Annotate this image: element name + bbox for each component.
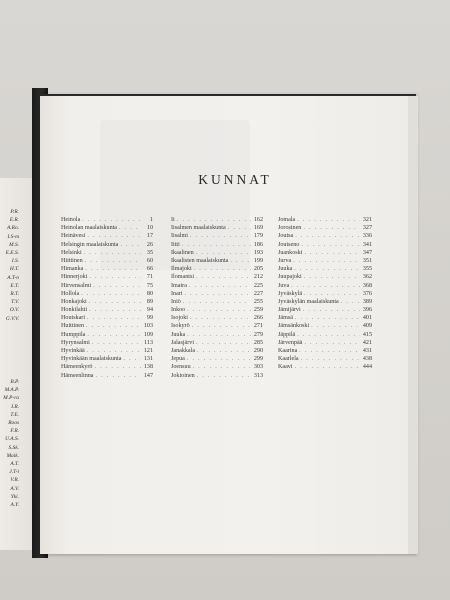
page-number: 279 xyxy=(253,331,263,338)
municipality-name: Jepua xyxy=(171,356,185,363)
leader-dots xyxy=(304,339,360,347)
index-entry xyxy=(61,290,153,298)
leader-dots xyxy=(85,257,141,265)
municipality-name: Isokyrö xyxy=(171,323,190,330)
margin-note: Roos xyxy=(8,420,19,427)
index-entry xyxy=(171,241,263,249)
top-rule xyxy=(40,94,416,96)
page-number: 376 xyxy=(362,290,372,297)
municipality-name: Hämeenkyrö xyxy=(61,364,93,371)
margin-note: G.V.V. xyxy=(5,315,19,322)
page-number: 75 xyxy=(146,282,153,289)
leader-dots xyxy=(192,322,251,330)
municipality-name: Ilomantsi xyxy=(171,274,195,281)
page-number: 66 xyxy=(146,266,153,273)
leader-dots xyxy=(89,306,141,314)
leader-dots xyxy=(94,363,141,371)
margin-note: O.V. xyxy=(9,307,19,314)
page-number: 266 xyxy=(253,315,263,322)
margin-note: T.V. xyxy=(11,299,19,306)
margin-note: J.T-i xyxy=(9,469,19,476)
leader-dots xyxy=(87,347,141,355)
municipality-name: Hyvinkään maalaiskunta xyxy=(61,356,122,363)
margin-note: E.T. xyxy=(10,282,19,289)
index-entry xyxy=(171,298,263,306)
index-entry xyxy=(278,249,372,257)
index-entry xyxy=(171,339,263,347)
leader-dots xyxy=(304,273,360,281)
page-number: 80 xyxy=(146,290,153,297)
municipality-name: Iisalmi xyxy=(171,233,188,240)
page-number: 259 xyxy=(253,307,263,314)
page-number: 225 xyxy=(253,282,263,289)
page-number: 205 xyxy=(253,266,263,273)
margin-note: R.T. xyxy=(10,291,19,298)
page-number: 415 xyxy=(362,331,372,338)
leader-dots xyxy=(196,273,251,281)
index-entry xyxy=(61,241,153,249)
municipality-name: Joensuu xyxy=(171,364,191,371)
page-number: 131 xyxy=(143,356,153,363)
municipality-name: Hinnerjoki xyxy=(61,274,88,281)
index-column-1 xyxy=(61,216,153,380)
index-entry xyxy=(171,347,263,355)
index-entry xyxy=(171,372,263,380)
margin-note: M.S. xyxy=(9,241,19,248)
index-entry xyxy=(61,355,153,363)
page-number: 71 xyxy=(146,274,153,281)
leader-dots xyxy=(230,257,251,265)
municipality-name: Kaarina xyxy=(278,348,298,354)
page-number: 401 xyxy=(362,315,372,322)
municipality-name: Ilmajoki xyxy=(171,266,192,273)
leader-dots xyxy=(295,314,360,322)
index-entry xyxy=(278,347,372,355)
margin-note: A.Ro. xyxy=(7,225,19,232)
page-number: 327 xyxy=(362,225,372,232)
page-number: 368 xyxy=(362,282,372,289)
index-entry xyxy=(278,273,372,281)
municipality-name: Helsinki xyxy=(61,249,82,256)
margin-note: T.E. xyxy=(10,411,19,418)
municipality-name: Juupajoki xyxy=(278,274,302,281)
municipality-name: Jorosinen xyxy=(278,225,302,232)
page-number: 321 xyxy=(362,217,372,223)
municipality-name: Kaavi xyxy=(278,364,293,371)
margin-note: V.R. xyxy=(10,477,19,484)
municipality-name: Heinola xyxy=(61,217,81,223)
municipality-name: Hyvinkää xyxy=(61,348,85,354)
leader-dots xyxy=(194,265,251,273)
margin-note: I.S-m xyxy=(7,233,19,240)
index-entry xyxy=(61,224,153,232)
index-entry xyxy=(61,216,153,224)
municipality-name: Humppila xyxy=(61,331,86,338)
leader-dots xyxy=(190,314,251,322)
municipality-name: Jämsä xyxy=(278,315,293,322)
page-number: 199 xyxy=(253,257,263,264)
margin-note: A.Y. xyxy=(10,502,19,509)
municipality-name: Hirvensalmi xyxy=(61,282,92,289)
leader-dots xyxy=(297,216,360,224)
index-entry xyxy=(61,347,153,355)
index-entry xyxy=(171,273,263,281)
leader-dots xyxy=(301,241,360,249)
margin-note: M.A.P. xyxy=(4,387,19,394)
municipality-name: Jomala xyxy=(278,217,296,223)
leader-dots xyxy=(299,347,360,355)
index-column-3 xyxy=(278,216,372,372)
margin-note: Maik. xyxy=(6,452,19,459)
index-entry xyxy=(278,241,372,249)
municipality-name: Iitti xyxy=(171,241,180,248)
leader-dots xyxy=(87,314,141,322)
leader-dots xyxy=(87,331,141,339)
index-entry xyxy=(61,257,153,265)
leader-dots xyxy=(197,372,251,380)
leader-dots xyxy=(304,290,360,298)
margin-note: B.P. xyxy=(10,379,19,385)
page-number: 227 xyxy=(253,290,263,297)
index-entry xyxy=(171,257,263,265)
page-number: 421 xyxy=(362,339,372,346)
municipality-name: Jäppilä xyxy=(278,331,296,338)
leader-dots xyxy=(185,290,251,298)
municipality-name: Iniö xyxy=(171,298,181,305)
municipality-name: Juankoski xyxy=(278,249,303,256)
page-number: 431 xyxy=(362,348,372,354)
index-entry xyxy=(171,363,263,371)
leader-dots xyxy=(93,282,141,290)
index-entry xyxy=(171,216,263,224)
page-number: 290 xyxy=(253,348,263,354)
margin-note: I.R. xyxy=(11,403,19,410)
index-entry xyxy=(61,331,153,339)
index-entry xyxy=(171,282,263,290)
index-entry xyxy=(61,232,153,240)
margin-note: S.Sk. xyxy=(8,444,19,451)
page-number: 299 xyxy=(253,356,263,363)
index-entry xyxy=(278,232,372,240)
municipality-name: Imatra xyxy=(171,282,187,289)
index-entry xyxy=(61,363,153,371)
index-entry xyxy=(278,282,372,290)
page-number: 336 xyxy=(362,233,372,240)
municipality-name: Ikaalisten maalaiskunta xyxy=(171,257,229,264)
leader-dots xyxy=(82,216,141,224)
municipality-name: Jurva xyxy=(278,257,292,264)
page-number: 303 xyxy=(253,364,263,371)
page-number: 94 xyxy=(146,307,153,314)
page-number: 347 xyxy=(362,249,372,256)
index-entry xyxy=(278,339,372,347)
index-entry xyxy=(61,249,153,257)
page-number: 396 xyxy=(362,307,372,314)
margin-note: A.T. xyxy=(10,461,19,468)
leader-dots xyxy=(341,298,360,306)
index-column-2 xyxy=(171,216,263,380)
page-number: 271 xyxy=(253,323,263,330)
index-entry xyxy=(61,306,153,314)
margin-note: P.R. xyxy=(10,209,19,215)
municipality-name: Honkilahti xyxy=(61,307,88,314)
index-entry xyxy=(61,314,153,322)
leader-dots xyxy=(81,290,141,298)
municipality-name: Joutseno xyxy=(278,241,300,248)
page-number: 444 xyxy=(362,364,372,371)
municipality-name: Hiittinen xyxy=(61,257,83,264)
index-entry xyxy=(278,265,372,273)
leader-dots xyxy=(303,224,360,232)
leader-dots xyxy=(183,298,251,306)
page-number: 169 xyxy=(253,225,263,232)
page-number: 193 xyxy=(253,249,263,256)
index-entry xyxy=(278,331,372,339)
index-entry xyxy=(171,290,263,298)
index-entry xyxy=(171,249,263,257)
leader-dots xyxy=(301,355,360,363)
municipality-name: Janakkala xyxy=(171,348,196,354)
index-entry xyxy=(171,306,263,314)
leader-dots xyxy=(197,347,251,355)
leader-dots xyxy=(190,232,251,240)
page-number: 121 xyxy=(143,348,153,354)
leader-dots xyxy=(96,372,142,380)
municipality-name: Helsingin maalaiskunta xyxy=(61,241,119,248)
municipality-name: Jämsänkoski xyxy=(278,323,310,330)
leader-dots xyxy=(182,241,251,249)
page-number: 438 xyxy=(362,356,372,363)
page-number: 35 xyxy=(146,249,153,256)
index-entry xyxy=(278,314,372,322)
page-number: 60 xyxy=(146,257,153,264)
page-number: 162 xyxy=(253,217,263,223)
municipality-name: Inkoo xyxy=(171,307,186,314)
leader-dots xyxy=(86,322,141,330)
index-entry xyxy=(171,331,263,339)
index-entry xyxy=(278,322,372,330)
margin-note: H.T. xyxy=(9,266,19,273)
leader-dots xyxy=(295,363,360,371)
leader-dots xyxy=(196,339,251,347)
page-number: 355 xyxy=(362,266,372,273)
margin-notes-bottom xyxy=(1,378,19,509)
leader-dots xyxy=(189,282,251,290)
margin-note: M.P-ra xyxy=(3,395,19,402)
municipality-name: Jyväskylä xyxy=(278,290,303,297)
leader-dots xyxy=(92,339,141,347)
municipality-name: Inari xyxy=(171,290,183,297)
margin-note: E.R. xyxy=(9,217,19,224)
index-entry xyxy=(278,355,372,363)
index-entry xyxy=(278,224,372,232)
municipality-name: Honkajoki xyxy=(61,298,87,305)
municipality-name: Jyväskylän maalaiskunta xyxy=(278,298,339,305)
municipality-name: Ii xyxy=(171,217,175,223)
municipality-name: Hollola xyxy=(61,290,80,297)
municipality-name: Jämijärvi xyxy=(278,307,301,314)
municipality-name: Jokioinen xyxy=(171,372,195,379)
page-number: 10 xyxy=(146,225,153,232)
page-number: 138 xyxy=(143,364,153,371)
margin-notes-top xyxy=(1,208,19,323)
leader-dots xyxy=(303,306,360,314)
leader-dots xyxy=(304,249,360,257)
index-entry xyxy=(278,290,372,298)
page-number: 186 xyxy=(253,241,263,248)
page-number: 89 xyxy=(146,298,153,305)
leader-dots xyxy=(84,249,141,257)
leader-dots xyxy=(295,232,360,240)
page-number: 362 xyxy=(362,274,372,281)
municipality-name: Juuka xyxy=(171,331,186,338)
municipality-name: Hyrynsalmi xyxy=(61,339,90,346)
leader-dots xyxy=(187,306,251,314)
leader-dots xyxy=(228,224,251,232)
page-number: 351 xyxy=(362,257,372,264)
municipality-name: Järvenpää xyxy=(278,339,303,346)
page-number: 389 xyxy=(362,298,372,305)
page-number: 109 xyxy=(143,331,153,338)
municipality-name: Juuka xyxy=(278,266,293,273)
margin-note: F.R. xyxy=(10,428,19,435)
page-number: 99 xyxy=(146,315,153,322)
page-number: 313 xyxy=(253,372,263,379)
municipality-name: Joutsa xyxy=(278,233,294,240)
leader-dots xyxy=(293,257,360,265)
leader-dots xyxy=(187,355,251,363)
margin-note: Yki. xyxy=(10,493,19,500)
leader-dots xyxy=(89,298,141,306)
municipality-name: Himanka xyxy=(61,266,84,273)
page-number: 103 xyxy=(143,323,153,330)
leader-dots xyxy=(85,265,141,273)
page-number: 113 xyxy=(144,339,153,346)
page-number: 285 xyxy=(253,339,263,346)
page-number: 341 xyxy=(362,241,372,248)
page-number: 409 xyxy=(362,323,372,330)
index-entry xyxy=(278,306,372,314)
index-entry xyxy=(61,282,153,290)
margin-note: A.V. xyxy=(10,485,19,492)
municipality-name: Houtskari xyxy=(61,315,86,322)
index-entry xyxy=(61,298,153,306)
page-number: 17 xyxy=(146,233,153,240)
leader-dots xyxy=(294,265,360,273)
page-number: 1 xyxy=(149,217,153,223)
index-entry xyxy=(171,322,263,330)
municipality-name: Kaarlela xyxy=(278,356,299,363)
index-entry xyxy=(61,339,153,347)
index-entry xyxy=(278,216,372,224)
municipality-name: Heinolan maalaiskunta xyxy=(61,225,118,232)
leader-dots xyxy=(89,273,141,281)
page-number: 147 xyxy=(143,372,153,379)
index-entry xyxy=(61,372,153,380)
leader-dots xyxy=(119,224,141,232)
leader-dots xyxy=(193,363,251,371)
index-entry xyxy=(171,224,263,232)
leader-dots xyxy=(177,216,251,224)
index-entry xyxy=(171,265,263,273)
municipality-name: Ikaalinen xyxy=(171,249,194,256)
index-entry xyxy=(171,232,263,240)
municipality-name: Hämeenlinna xyxy=(61,372,94,379)
index-entry xyxy=(61,322,153,330)
page-number: 212 xyxy=(253,274,263,281)
page-edge xyxy=(408,96,418,554)
leader-dots xyxy=(311,322,360,330)
municipality-name: Iisalmen maalaiskunta xyxy=(171,225,226,232)
page-number: 26 xyxy=(146,241,153,248)
margin-note: U.A.S. xyxy=(5,436,19,443)
page-number: 179 xyxy=(253,233,263,240)
municipality-name: Jalasjärvi xyxy=(171,339,195,346)
leader-dots xyxy=(87,232,141,240)
leader-dots xyxy=(291,282,360,290)
margin-note: A.T-n xyxy=(7,274,19,281)
leader-dots xyxy=(196,249,251,257)
index-entry xyxy=(278,257,372,265)
municipality-name: Juva xyxy=(278,282,290,289)
page-title: KUNNAT xyxy=(198,172,272,187)
index-entry xyxy=(61,273,153,281)
index-entry xyxy=(171,314,263,322)
index-entry xyxy=(278,298,372,306)
municipality-name: Huittinen xyxy=(61,323,85,330)
leader-dots xyxy=(187,331,251,339)
margin-note: I.S. xyxy=(11,258,19,265)
index-entry xyxy=(61,265,153,273)
municipality-name: Isojoki xyxy=(171,315,188,322)
municipality-name: Heinävesi xyxy=(61,233,86,240)
page-number: 255 xyxy=(253,298,263,305)
leader-dots xyxy=(120,241,141,249)
index-entry xyxy=(278,363,372,371)
leader-dots xyxy=(297,331,360,339)
margin-note: E.E.S. xyxy=(5,250,19,257)
leader-dots xyxy=(123,355,141,363)
index-entry xyxy=(171,355,263,363)
